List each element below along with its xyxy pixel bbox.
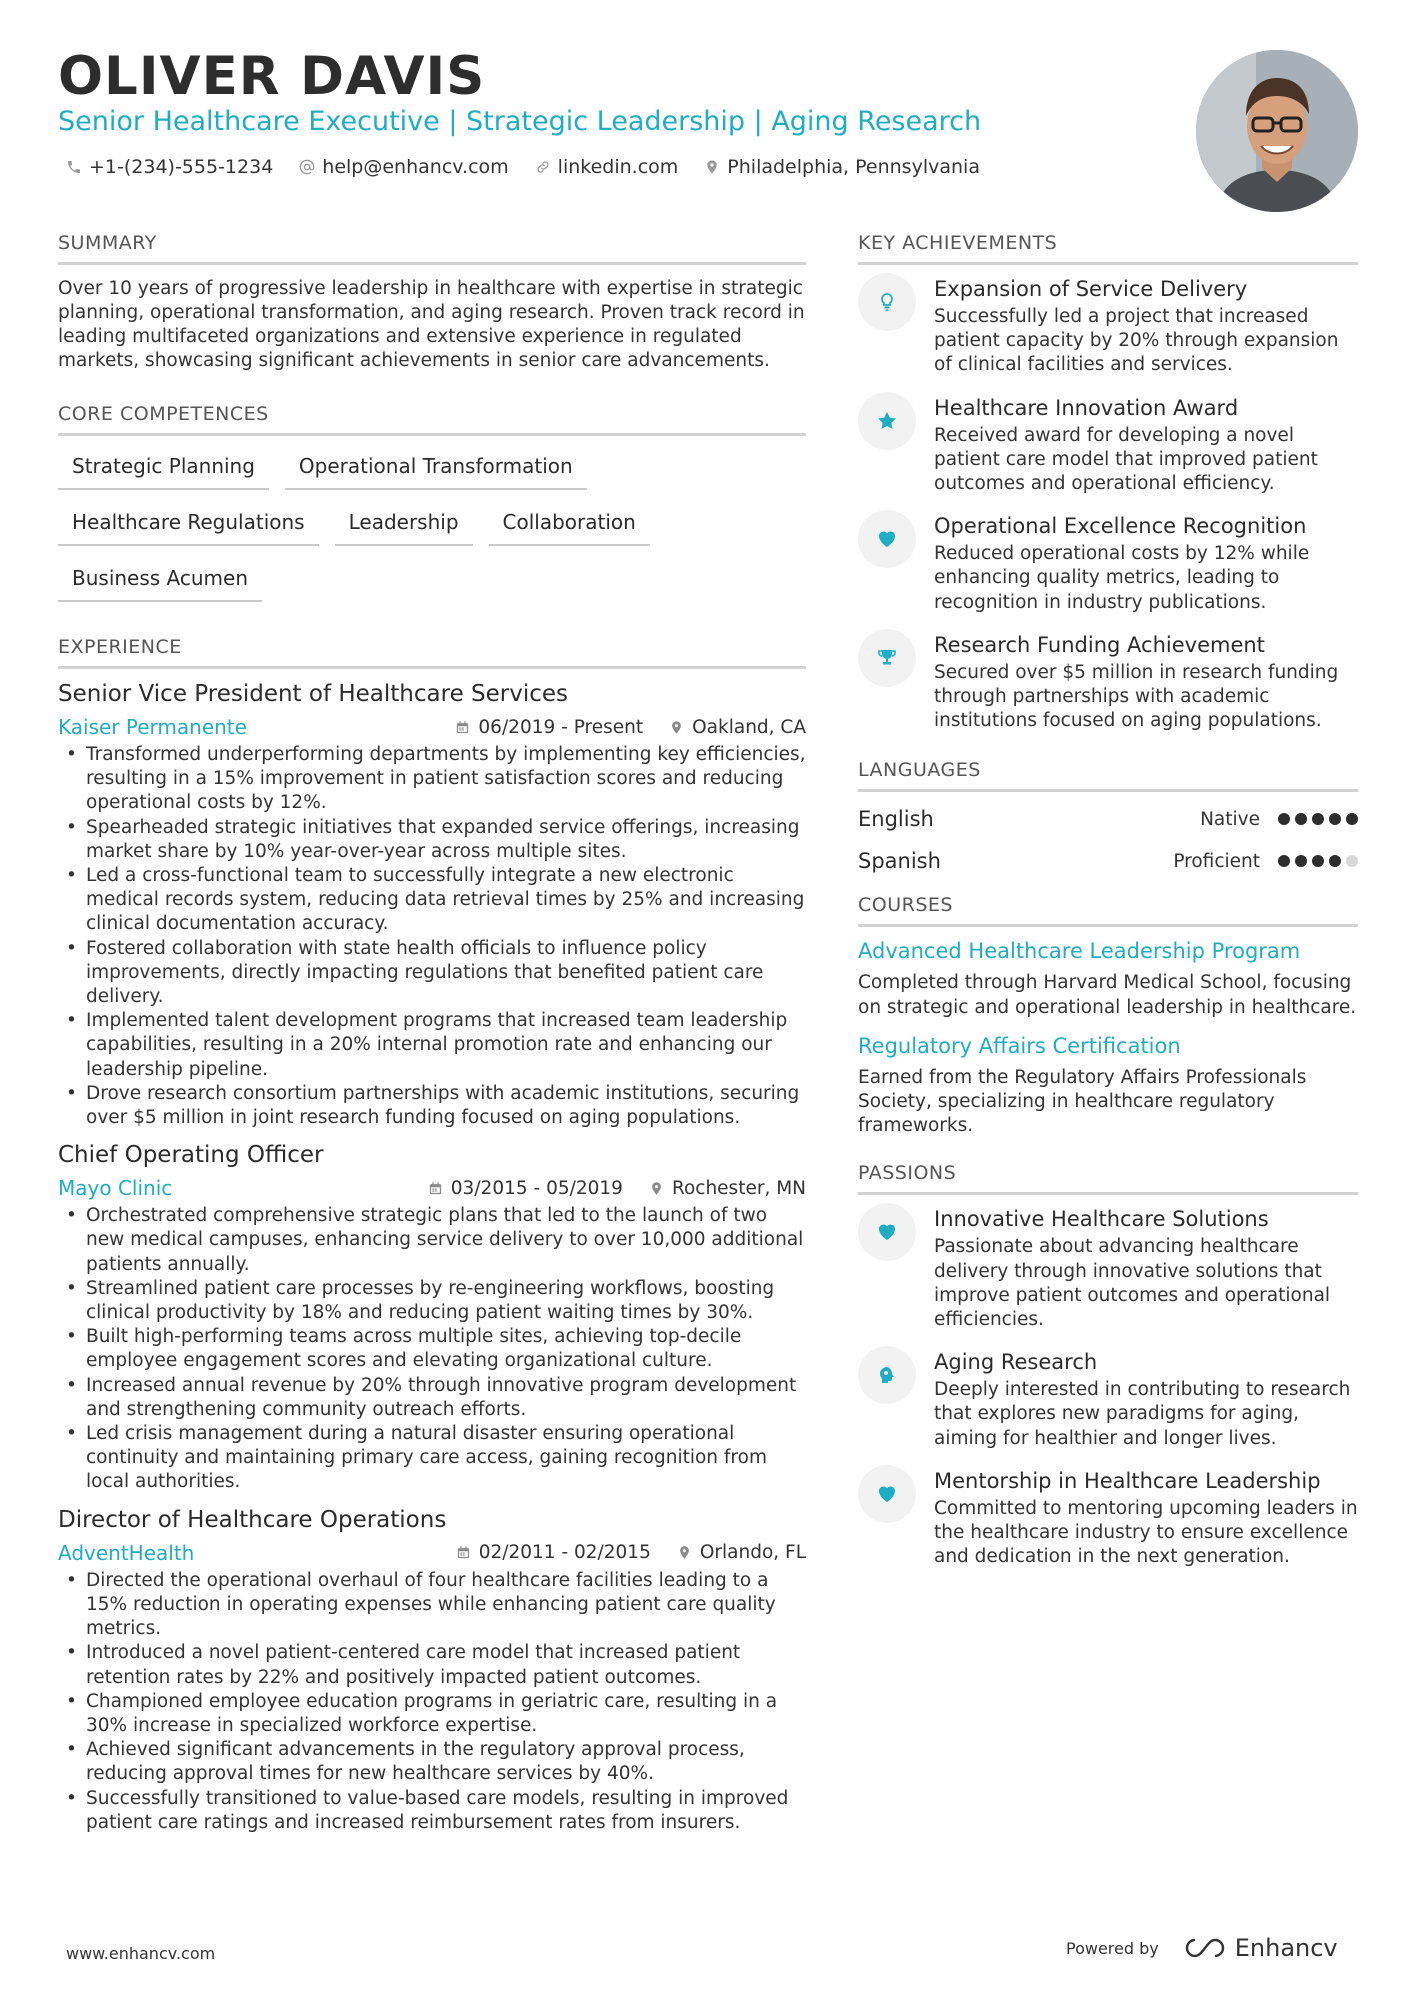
competence-tags — [58, 448, 806, 602]
passion-body — [934, 1207, 1358, 1332]
job-entry — [58, 1507, 806, 1835]
achievement-desc: Reduced operational costs by 12% while enhancing quality metrics, leading to recognition in industry publications. — [934, 543, 1310, 613]
achievement-icon-wrap — [858, 629, 916, 687]
location-pin-icon — [677, 1545, 692, 1560]
job-bullet: • Spearheaded strategic initiatives that expanded service offerings, increasing market share by 10% year-over-year across multiple sites. — [58, 816, 806, 864]
achievements-title: KEY ACHIEVEMENTS — [858, 232, 1358, 265]
job-meta-right — [428, 1178, 806, 1199]
star-icon — [875, 409, 899, 433]
course-title: Advanced Healthcare Leadership Program — [858, 939, 1301, 964]
rating-dot-filled — [1295, 813, 1307, 825]
phone-text: +1-(234)-555-1234 — [89, 156, 274, 178]
lightbulb-icon — [875, 290, 899, 314]
achievement-title: Research Funding Achievement — [934, 632, 1265, 657]
competence-tag: Collaboration — [489, 504, 650, 546]
achievement-title: Healthcare Innovation Award — [934, 395, 1239, 420]
course-item — [858, 1034, 1358, 1139]
brand-name: Enhancv — [1234, 1934, 1338, 1962]
job-bullet: • Orchestrated comprehensive strategic plans that led to the launch of two new medical campuses, enhancing service delivery to over 10,000 additional patients annually. — [58, 1204, 806, 1277]
trophy-icon — [875, 646, 899, 670]
rating-dot-filled — [1329, 813, 1341, 825]
email-text: help@enhancv.com — [322, 156, 509, 178]
competences-title: CORE COMPETENCES — [58, 403, 806, 436]
achievement-body — [934, 514, 1358, 615]
job-meta-right — [455, 717, 806, 738]
contact-email[interactable] — [299, 156, 508, 178]
job-dates — [455, 717, 643, 738]
footer-website[interactable]: www.enhancv.com — [66, 1944, 216, 1963]
contact-bar — [66, 156, 980, 178]
powered-by-text: Powered by — [1066, 1938, 1159, 1958]
job-bullets — [58, 743, 806, 1130]
competence-tag: Healthcare Regulations — [58, 504, 319, 546]
job-bullet: • Championed employee education programs in geriatric care, resulting in a 30% increase in specialized workforce expertise. — [58, 1690, 806, 1738]
achievement-item — [858, 396, 1358, 497]
language-level: Native — [1200, 808, 1260, 830]
link-icon — [535, 159, 551, 175]
rating-dot-filled — [1295, 855, 1307, 867]
passion-item — [858, 1469, 1358, 1570]
heart-icon — [875, 527, 899, 551]
job-bullets — [58, 1569, 806, 1835]
footer-branding — [1066, 1934, 1338, 1962]
achievement-desc: Secured over $5 million in research funding through partnerships with academic institutions focused on aging populations. — [934, 661, 1339, 732]
job-dates-text: 03/2015 - 05/2019 — [450, 1177, 623, 1199]
job-bullet: • Led crisis management during a natural disaster ensuring operational continuity and maintaining primary care access, gaining recognition from local authorities. — [58, 1422, 806, 1495]
language-rating — [1278, 855, 1358, 867]
achievement-desc: Successfully led a project that increased patient capacity by 20% through expansion of clinical facilities and services. — [934, 306, 1339, 376]
achievement-body — [934, 396, 1358, 497]
heart-icon — [875, 1220, 899, 1244]
job-bullet: • Fostered collaboration with state health officials to influence policy improvements, directly impacting regulations that benefited patient care delivery. — [58, 937, 806, 1010]
passion-icon-wrap — [858, 1465, 916, 1523]
job-location-text: Orlando, FL — [699, 1542, 806, 1564]
course-title: Regulatory Affairs Certification — [858, 1033, 1181, 1058]
job-location-text: Rochester, MN — [671, 1177, 806, 1199]
avatar — [1196, 50, 1358, 212]
at-icon — [299, 159, 315, 175]
heart-icon — [875, 1482, 899, 1506]
achievement-icon-wrap — [858, 510, 916, 568]
language-level: Proficient — [1173, 850, 1260, 872]
language-name: English — [858, 807, 934, 832]
job-location — [669, 717, 806, 738]
achievement-title: Expansion of Service Delivery — [934, 277, 1248, 301]
rating-dot-filled — [1312, 813, 1324, 825]
passion-item — [858, 1207, 1358, 1332]
passions-title: PASSIONS — [858, 1162, 1358, 1195]
headline: Senior Healthcare Executive | Strategic Leadership | Aging Research — [58, 106, 982, 137]
achievement-body — [934, 277, 1358, 378]
rating-dot-filled — [1329, 855, 1341, 867]
contact-phone[interactable] — [66, 156, 273, 178]
company-name: Mayo Clinic — [58, 1176, 173, 1201]
achievement-icon-wrap — [858, 392, 916, 450]
job-location — [649, 1178, 806, 1199]
course-desc: Earned from the Regulatory Affairs Professionals Society, specializing in healthcare regulatory frameworks. — [858, 1066, 1307, 1137]
competence-tag: Business Acumen — [58, 560, 262, 602]
rating-dot-filled — [1346, 813, 1358, 825]
location-pin-icon — [704, 159, 720, 175]
job-meta-right — [456, 1542, 806, 1563]
calendar-icon — [455, 720, 470, 735]
passion-title: Aging Research — [934, 1350, 1098, 1375]
job-bullet: • Achieved significant advancements in the regulatory approval process, reducing approval times for new healthcare services by 40%. — [58, 1738, 806, 1786]
job-location-text: Oakland, CA — [692, 716, 806, 738]
job-entry — [58, 1142, 806, 1494]
passion-icon-wrap — [858, 1346, 916, 1404]
course-desc: Completed through Harvard Medical School, focusing on strategic and operational leadership in healthcare. — [858, 972, 1357, 1018]
job-bullet: • Successfully transitioned to value-based care models, resulting in improved patient care ratings and increased reimbursement rates from insurers. — [58, 1787, 806, 1835]
competence-tag: Operational Transformation — [285, 448, 587, 490]
enhancv-logo[interactable] — [1185, 1934, 1338, 1962]
job-meta — [58, 1176, 806, 1200]
rating-dot-filled — [1278, 855, 1290, 867]
language-rating — [1278, 813, 1358, 825]
achievement-item — [858, 514, 1358, 615]
summary-title: SUMMARY — [58, 232, 806, 265]
passion-body — [934, 1469, 1358, 1570]
job-bullet: • Led a cross-functional team to successfully integrate a new electronic medical records system, reducing data retrieval times by 25% and increasing clinical documentation accuracy. — [58, 864, 806, 937]
language-row — [858, 804, 1358, 834]
job-title: Director of Healthcare Operations — [58, 1506, 447, 1533]
job-bullet: • Directed the operational overhaul of four healthcare facilities leading to a 15% reduction in operating expenses while enhancing patient care quality metrics. — [58, 1569, 806, 1642]
passion-title: Innovative Healthcare Solutions — [934, 1207, 1269, 1232]
job-bullet: • Streamlined patient care processes by re-engineering workflows, boosting clinical productivity by 18% and reducing patient waiting times by 30%. — [58, 1277, 806, 1325]
job-dates — [428, 1178, 623, 1199]
job-dates-text: 02/2011 - 02/2015 — [478, 1542, 651, 1564]
company-name: Kaiser Permanente — [58, 715, 247, 739]
job-meta — [58, 715, 806, 739]
achievement-item — [858, 277, 1358, 378]
job-dates-text: 06/2019 - Present — [478, 716, 644, 738]
course-item — [858, 939, 1358, 1019]
avatar-portrait — [1196, 50, 1358, 212]
phone-icon — [66, 159, 82, 175]
passion-icon-wrap — [858, 1203, 916, 1261]
competence-tag: Leadership — [335, 504, 473, 546]
rating-dot-empty — [1346, 855, 1358, 867]
achievement-icon-wrap — [858, 273, 916, 331]
passion-body — [934, 1350, 1358, 1451]
job-bullet: • Built high-performing teams across multiple sites, achieving top-decile employee engagement scores and elevating organizational culture. — [58, 1325, 806, 1373]
left-column — [58, 232, 806, 1847]
job-bullet: • Introduced a novel patient-centered care model that increased patient retention rates by 22% and positively impacted patient outcomes. — [58, 1641, 806, 1689]
competence-tag: Strategic Planning — [58, 448, 269, 490]
language-row — [858, 846, 1358, 876]
passion-item — [858, 1350, 1358, 1451]
rating-dot-filled — [1278, 813, 1290, 825]
language-level-wrap — [1200, 809, 1358, 830]
courses-title: COURSES — [858, 894, 1358, 927]
location-text: Philadelphia, Pennsylvania — [727, 156, 980, 178]
passion-desc: Committed to mentoring upcoming leaders in the healthcare industry to ensure excellence and dedication in the next generation. — [934, 1497, 1358, 1568]
job-location — [677, 1542, 806, 1563]
brain-icon — [875, 1363, 899, 1387]
job-bullet: • Drove research consortium partnerships with academic institutions, securing over $5 million in joint research funding focused on aging populations. — [58, 1082, 806, 1130]
job-bullet: • Increased annual revenue by 20% through innovative program development and strengthening community outreach efforts. — [58, 1374, 806, 1422]
achievement-desc: Received award for developing a novel patient care model that improved patient outcomes and operational efficiency. — [934, 424, 1318, 495]
job-bullets — [58, 1204, 806, 1494]
calendar-icon — [428, 1181, 443, 1196]
linkedin-text: linkedin.com — [557, 156, 679, 178]
passion-desc: Deeply interested in contributing to research that explores new paradigms for aging, aiming for healthier and longer lives. — [934, 1379, 1351, 1449]
enhancv-logo-icon — [1185, 1937, 1225, 1959]
candidate-name: OLIVER DAVIS — [58, 46, 486, 107]
job-bullet: • Transformed underperforming departments by implementing key efficiencies, resulting in a 15% improvement in patient satisfaction scores and reducing operational costs by 12%. — [58, 743, 806, 816]
job-dates — [456, 1542, 651, 1563]
location-pin-icon — [669, 720, 684, 735]
job-title: Senior Vice President of Healthcare Services — [58, 681, 569, 707]
rating-dot-filled — [1312, 855, 1324, 867]
language-name: Spanish — [858, 849, 941, 874]
right-column — [858, 232, 1358, 1587]
achievement-title: Operational Excellence Recognition — [934, 514, 1307, 539]
calendar-icon — [456, 1545, 471, 1560]
job-meta — [58, 1541, 806, 1565]
contact-location — [704, 156, 980, 178]
job-title: Chief Operating Officer — [58, 1142, 324, 1169]
passion-desc: Passionate about advancing healthcare delivery through innovative solutions that improve patient outcomes and operational efficiencies. — [934, 1236, 1331, 1331]
job-bullet: • Implemented talent development programs that increased team leadership capabilities, resulting in a 20% internal promotion rate and enhancing our leadership pipeline. — [58, 1009, 806, 1082]
contact-linkedin[interactable] — [535, 156, 679, 178]
summary-text: Over 10 years of progressive leadership in healthcare with expertise in strategic planning, operational transformation, and aging research. Proven track record in leading multifaceted organizations and extensive experience in regulated markets, showcasing significant achievements in senior care advancements. — [58, 278, 805, 371]
language-level-wrap — [1173, 851, 1358, 872]
passion-title: Mentorship in Healthcare Leadership — [934, 1468, 1321, 1493]
achievement-body — [934, 633, 1358, 734]
job-entry — [58, 681, 806, 1130]
experience-title: EXPERIENCE — [58, 636, 806, 669]
achievement-item — [858, 633, 1358, 734]
company-name: AdventHealth — [58, 1540, 195, 1565]
languages-title: LANGUAGES — [858, 759, 1358, 792]
location-pin-icon — [649, 1181, 664, 1196]
